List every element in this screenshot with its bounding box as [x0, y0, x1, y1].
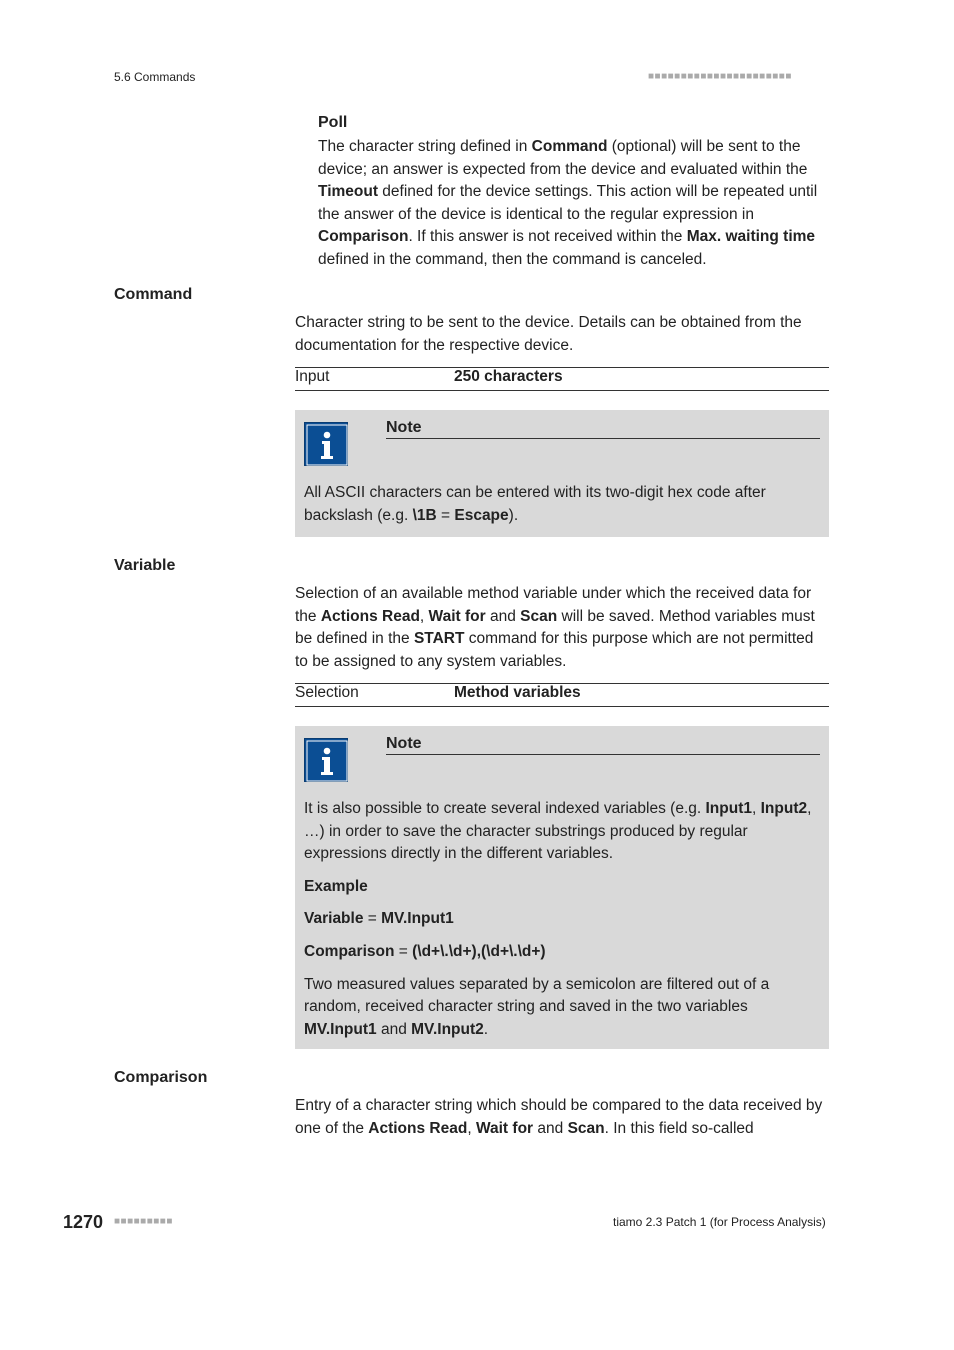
text-run: START [413, 630, 465, 648]
text-run: Actions Read [320, 607, 420, 625]
text-run: , [752, 800, 761, 817]
text-run: and [485, 607, 521, 625]
text-run: Escape [454, 506, 509, 524]
variable-selection-table [295, 683, 829, 707]
text-run: defined in the command, then the command is canceled. [318, 250, 707, 268]
command-note [295, 410, 829, 537]
variable-note [295, 726, 829, 1049]
text-run: , [467, 1119, 476, 1137]
comparison-title: Comparison [114, 1069, 208, 1086]
note-paragraph [304, 876, 820, 899]
command-input-value: 250 characters [454, 368, 563, 385]
text-run: Selection of an available method variable under which the received data for the [295, 585, 812, 625]
header-dots: ■■■■■■■■■■■■■■■■■■■■■■ [648, 71, 792, 82]
text-run: The character string defined in [318, 138, 532, 155]
text-run: Comparison [304, 942, 395, 960]
text-run: Wait for [428, 607, 486, 625]
text-run: Variable [304, 910, 364, 928]
text-run: \1B [412, 506, 437, 524]
command-title: Command [114, 286, 193, 303]
text-run: Input1 [705, 800, 752, 817]
note-paragraph [304, 798, 820, 866]
poll-text [318, 136, 830, 272]
text-run: It is also possible to create several indexed variables (e.g. [304, 800, 706, 817]
note-paragraph [304, 908, 820, 931]
text-run: = [394, 942, 413, 960]
text-run: Actions Read [368, 1119, 468, 1137]
text-run: Comparison [318, 228, 409, 246]
text-run: Entry of a character string which should be compared to the data received by one of the [295, 1097, 823, 1137]
text-run: , …) in order to save the character substrings produced by regular expressions directly in the different variables. [304, 800, 812, 863]
text-run: , [419, 607, 429, 625]
text-run: Example [304, 877, 368, 895]
text-run: Character string to be sent to the device. Details can be obtained from the documentation for the respective device. [295, 314, 802, 354]
text-run: Wait for [475, 1119, 534, 1137]
text-run: command for this purpose which are not permitted to be assigned to any system variables. [295, 630, 814, 670]
text-run: = [436, 506, 455, 524]
command-note-body [304, 482, 820, 537]
text-run: Input2 [760, 800, 808, 817]
text-run: and [376, 1020, 412, 1038]
text-run: Timeout [318, 183, 378, 201]
comparison-description [295, 1095, 830, 1140]
text-run: Two measured values separated by a semicolon are filtered out of a random, received character string and saved in the two variables [304, 975, 770, 1016]
info-icon [304, 422, 348, 466]
text-run: Command [531, 138, 608, 155]
text-run: All ASCII characters can be entered with its two-digit hex code after backslash (e.g. [304, 484, 766, 524]
variable-selection-value: Method variables [454, 684, 581, 701]
variable-title: Variable [114, 557, 176, 574]
info-icon [304, 738, 348, 782]
note-paragraph [304, 482, 820, 527]
text-run: = [363, 910, 382, 928]
text-run: . In this field so-called [604, 1119, 754, 1137]
text-run: and [533, 1119, 568, 1137]
text-run: will be saved. Method variables must be defined in the [295, 607, 815, 648]
text-run: Scan [520, 607, 558, 625]
text-run: . If this answer is not received within the [408, 228, 687, 246]
text-run: MV.Input2 [411, 1020, 484, 1038]
variable-description [295, 583, 830, 673]
command-description [295, 312, 830, 357]
variable-note-title: Note [386, 735, 820, 755]
note-paragraph [304, 974, 820, 1042]
command-note-title: Note [386, 419, 820, 439]
text-run: . [483, 1020, 489, 1038]
command-input-table [295, 367, 829, 391]
command-input-key: Input [295, 368, 330, 385]
text-run: Max. waiting time [686, 228, 816, 246]
text-run: ). [508, 506, 519, 524]
footer-dots: ■■■■■■■■■ [114, 1216, 173, 1227]
note-paragraph [304, 941, 820, 964]
poll-title: Poll [318, 114, 348, 131]
text-run: Scan [567, 1119, 605, 1137]
text-run: (optional) will be sent to the device; an answer is expected from the device and evaluated within the [318, 138, 808, 178]
header-section: 5.6 Commands [114, 70, 196, 84]
text-run: MV.Input1 [381, 910, 454, 928]
text-run: MV.Input1 [304, 1020, 377, 1038]
variable-note-body [304, 798, 820, 1051]
footer-product: tiamo 2.3 Patch 1 (for Process Analysis) [613, 1215, 826, 1229]
variable-selection-key: Selection [295, 684, 359, 701]
text-run: (\d+\.\d+),(\d+\.\d+) [412, 942, 546, 960]
text-run: defined for the device settings. This action will be repeated until the answer of the device is identical to the regular expression in [318, 183, 818, 223]
page-number: 1270 [63, 1212, 104, 1232]
